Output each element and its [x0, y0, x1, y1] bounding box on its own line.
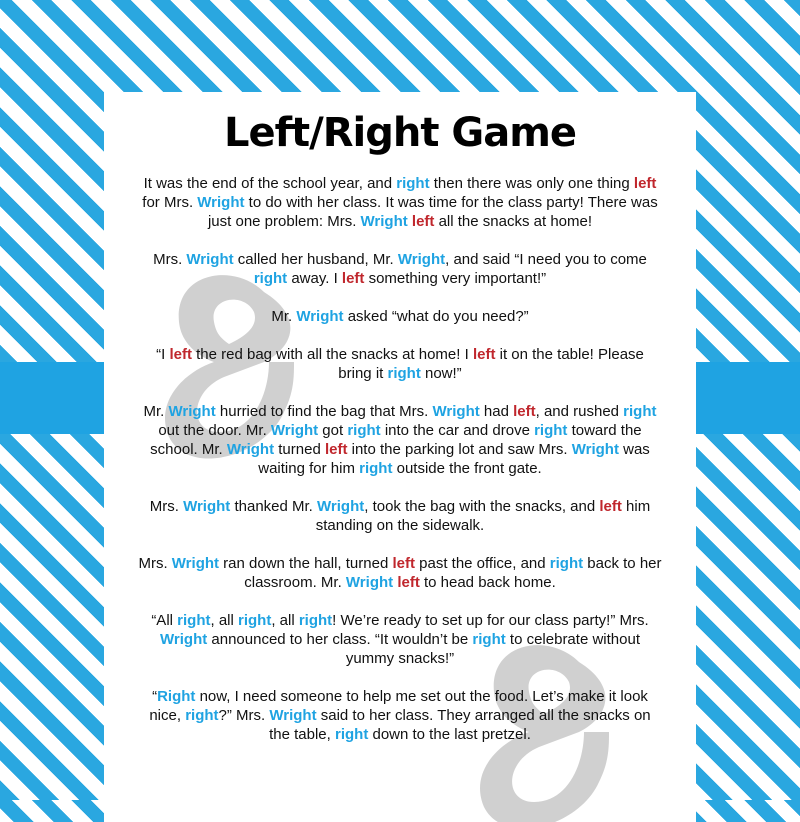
right-word: right: [549, 555, 584, 572]
story-paragraph: [138, 174, 662, 231]
right-word: Wright: [269, 707, 317, 724]
right-word: Wright: [226, 441, 275, 458]
story-paragraph: [138, 250, 662, 288]
story-text-run: thanked Mr.: [230, 498, 318, 515]
story-text-run: asked “what do you need?”: [343, 308, 529, 325]
right-word: Wright: [183, 498, 231, 515]
right-word: Wright: [171, 555, 220, 572]
page-title: Left/Right Game: [223, 110, 577, 156]
story-text-run: , all: [271, 612, 299, 629]
story-text-run: into the parking lot and saw Mrs.: [347, 441, 572, 458]
story-text-run: ?” Mrs.: [218, 707, 270, 724]
story-text-run: Mrs.: [149, 498, 184, 515]
left-word: left: [411, 213, 435, 230]
game-sheet: [104, 92, 696, 822]
story-text-run: now, I need someone to help me set out the food. Let’s make it look nice,: [149, 688, 648, 724]
left-word: left: [341, 270, 365, 287]
right-word: right: [387, 365, 421, 382]
story-text-run: the red bag with all the snacks at home! I: [191, 346, 473, 363]
story-text-run: past the office, and: [414, 555, 550, 572]
story-text-run: for Mrs.: [142, 194, 198, 211]
story-text-run: , took the bag with the snacks, and: [364, 498, 600, 515]
story-text-run: Mrs.: [153, 251, 187, 268]
story-text-run: to celebrate without yummy snacks!”: [345, 631, 640, 667]
story-text-run: , and rushed: [535, 403, 624, 420]
story-text-run: to do with her class. It was time for the class party! There was just one problem: Mrs.: [207, 194, 658, 230]
story-text-run: him standing on the sidewalk.: [315, 498, 651, 534]
story-text-run: Mr.: [271, 308, 297, 325]
left-word: left: [633, 175, 657, 192]
story-text-run: ! We’re ready to set up for our class party!” Mrs.: [332, 612, 649, 629]
story-paragraph: [138, 554, 662, 592]
story-text-run: out the door. Mr.: [158, 422, 271, 439]
right-word: Wright: [432, 403, 480, 420]
story-text-run: then there was only one thing: [429, 175, 634, 192]
right-word: right: [534, 422, 568, 439]
story-text-run: ran down the hall, turned: [219, 555, 393, 572]
right-word: Wright: [571, 441, 619, 458]
story-text-run: “All: [151, 612, 178, 629]
right-word: Wright: [168, 403, 216, 420]
story-text-run: into the car and drove: [380, 422, 535, 439]
right-ribbon-band: [696, 362, 800, 434]
right-word: Wright: [397, 251, 446, 268]
right-word: right: [238, 612, 272, 629]
story-text-run: down to the last pretzel.: [368, 726, 531, 743]
story-text-run: said to her class. They arranged all the snacks on the table,: [269, 707, 651, 743]
story-paragraph: [138, 307, 662, 326]
story-text-run: away. I: [287, 270, 342, 287]
story-text-run: turned: [274, 441, 325, 458]
right-word: right: [472, 631, 506, 648]
story-text-run: “: [152, 688, 158, 705]
story-text-run: called her husband, Mr.: [233, 251, 398, 268]
story-paragraph: [138, 345, 662, 383]
story-text-run: announced to her class. “It wouldn’t be: [207, 631, 473, 648]
left-ribbon-band: [0, 362, 104, 434]
story-paragraph: [138, 687, 662, 744]
right-word: right: [177, 612, 211, 629]
story-text-run: Mr.: [143, 403, 169, 420]
right-word: Wright: [296, 308, 344, 325]
story-text-run: something very important!”: [364, 270, 547, 287]
left-word: left: [169, 346, 192, 363]
right-word: Wright: [160, 631, 208, 648]
right-word: Right: [157, 688, 196, 705]
story-text-run: it on the table! Please bring it: [338, 346, 644, 382]
story-text-run: hurried to find the bag that Mrs.: [215, 403, 433, 420]
left-word: left: [599, 498, 622, 515]
right-word: Wright: [197, 194, 245, 211]
story-text-run: now!”: [420, 365, 462, 382]
right-word: right: [396, 175, 430, 192]
story-text-run: Mrs.: [138, 555, 172, 572]
right-word: right: [334, 726, 369, 743]
right-word: Wright: [345, 574, 394, 591]
story-text-run: toward the school. Mr.: [150, 422, 642, 458]
right-word: right: [253, 270, 288, 287]
right-word: Wright: [186, 251, 234, 268]
right-word: Wright: [270, 422, 319, 439]
right-word: Wright: [317, 498, 365, 515]
left-word: left: [397, 574, 420, 591]
story-text-run: all the snacks at home!: [434, 213, 593, 230]
story-text-run: had: [479, 403, 514, 420]
left-word: left: [392, 555, 415, 572]
left-word: left: [324, 441, 348, 458]
story-paragraph: [138, 402, 662, 478]
story-text-run: to head back home.: [419, 574, 556, 591]
right-word: right: [359, 460, 393, 477]
right-word: Wright: [360, 213, 408, 230]
story-text-run: was waiting for him: [258, 441, 650, 477]
story-text: [138, 174, 662, 744]
story-paragraph: [138, 497, 662, 535]
story-text-run: , all: [210, 612, 238, 629]
right-word: right: [623, 403, 657, 420]
right-word: right: [347, 422, 381, 439]
story-text-run: outside the front gate.: [392, 460, 542, 477]
story-text-run: “I: [156, 346, 170, 363]
story-text-run: back to her classroom. Mr.: [244, 555, 662, 591]
right-word: right: [298, 612, 333, 629]
story-text-run: got: [318, 422, 348, 439]
story-paragraph: [138, 611, 662, 668]
left-word: left: [513, 403, 536, 420]
right-word: right: [185, 707, 219, 724]
left-word: left: [472, 346, 496, 363]
story-text-run: , and said “I need you to come: [445, 251, 647, 268]
story-text-run: It was the end of the school year, and: [143, 175, 397, 192]
